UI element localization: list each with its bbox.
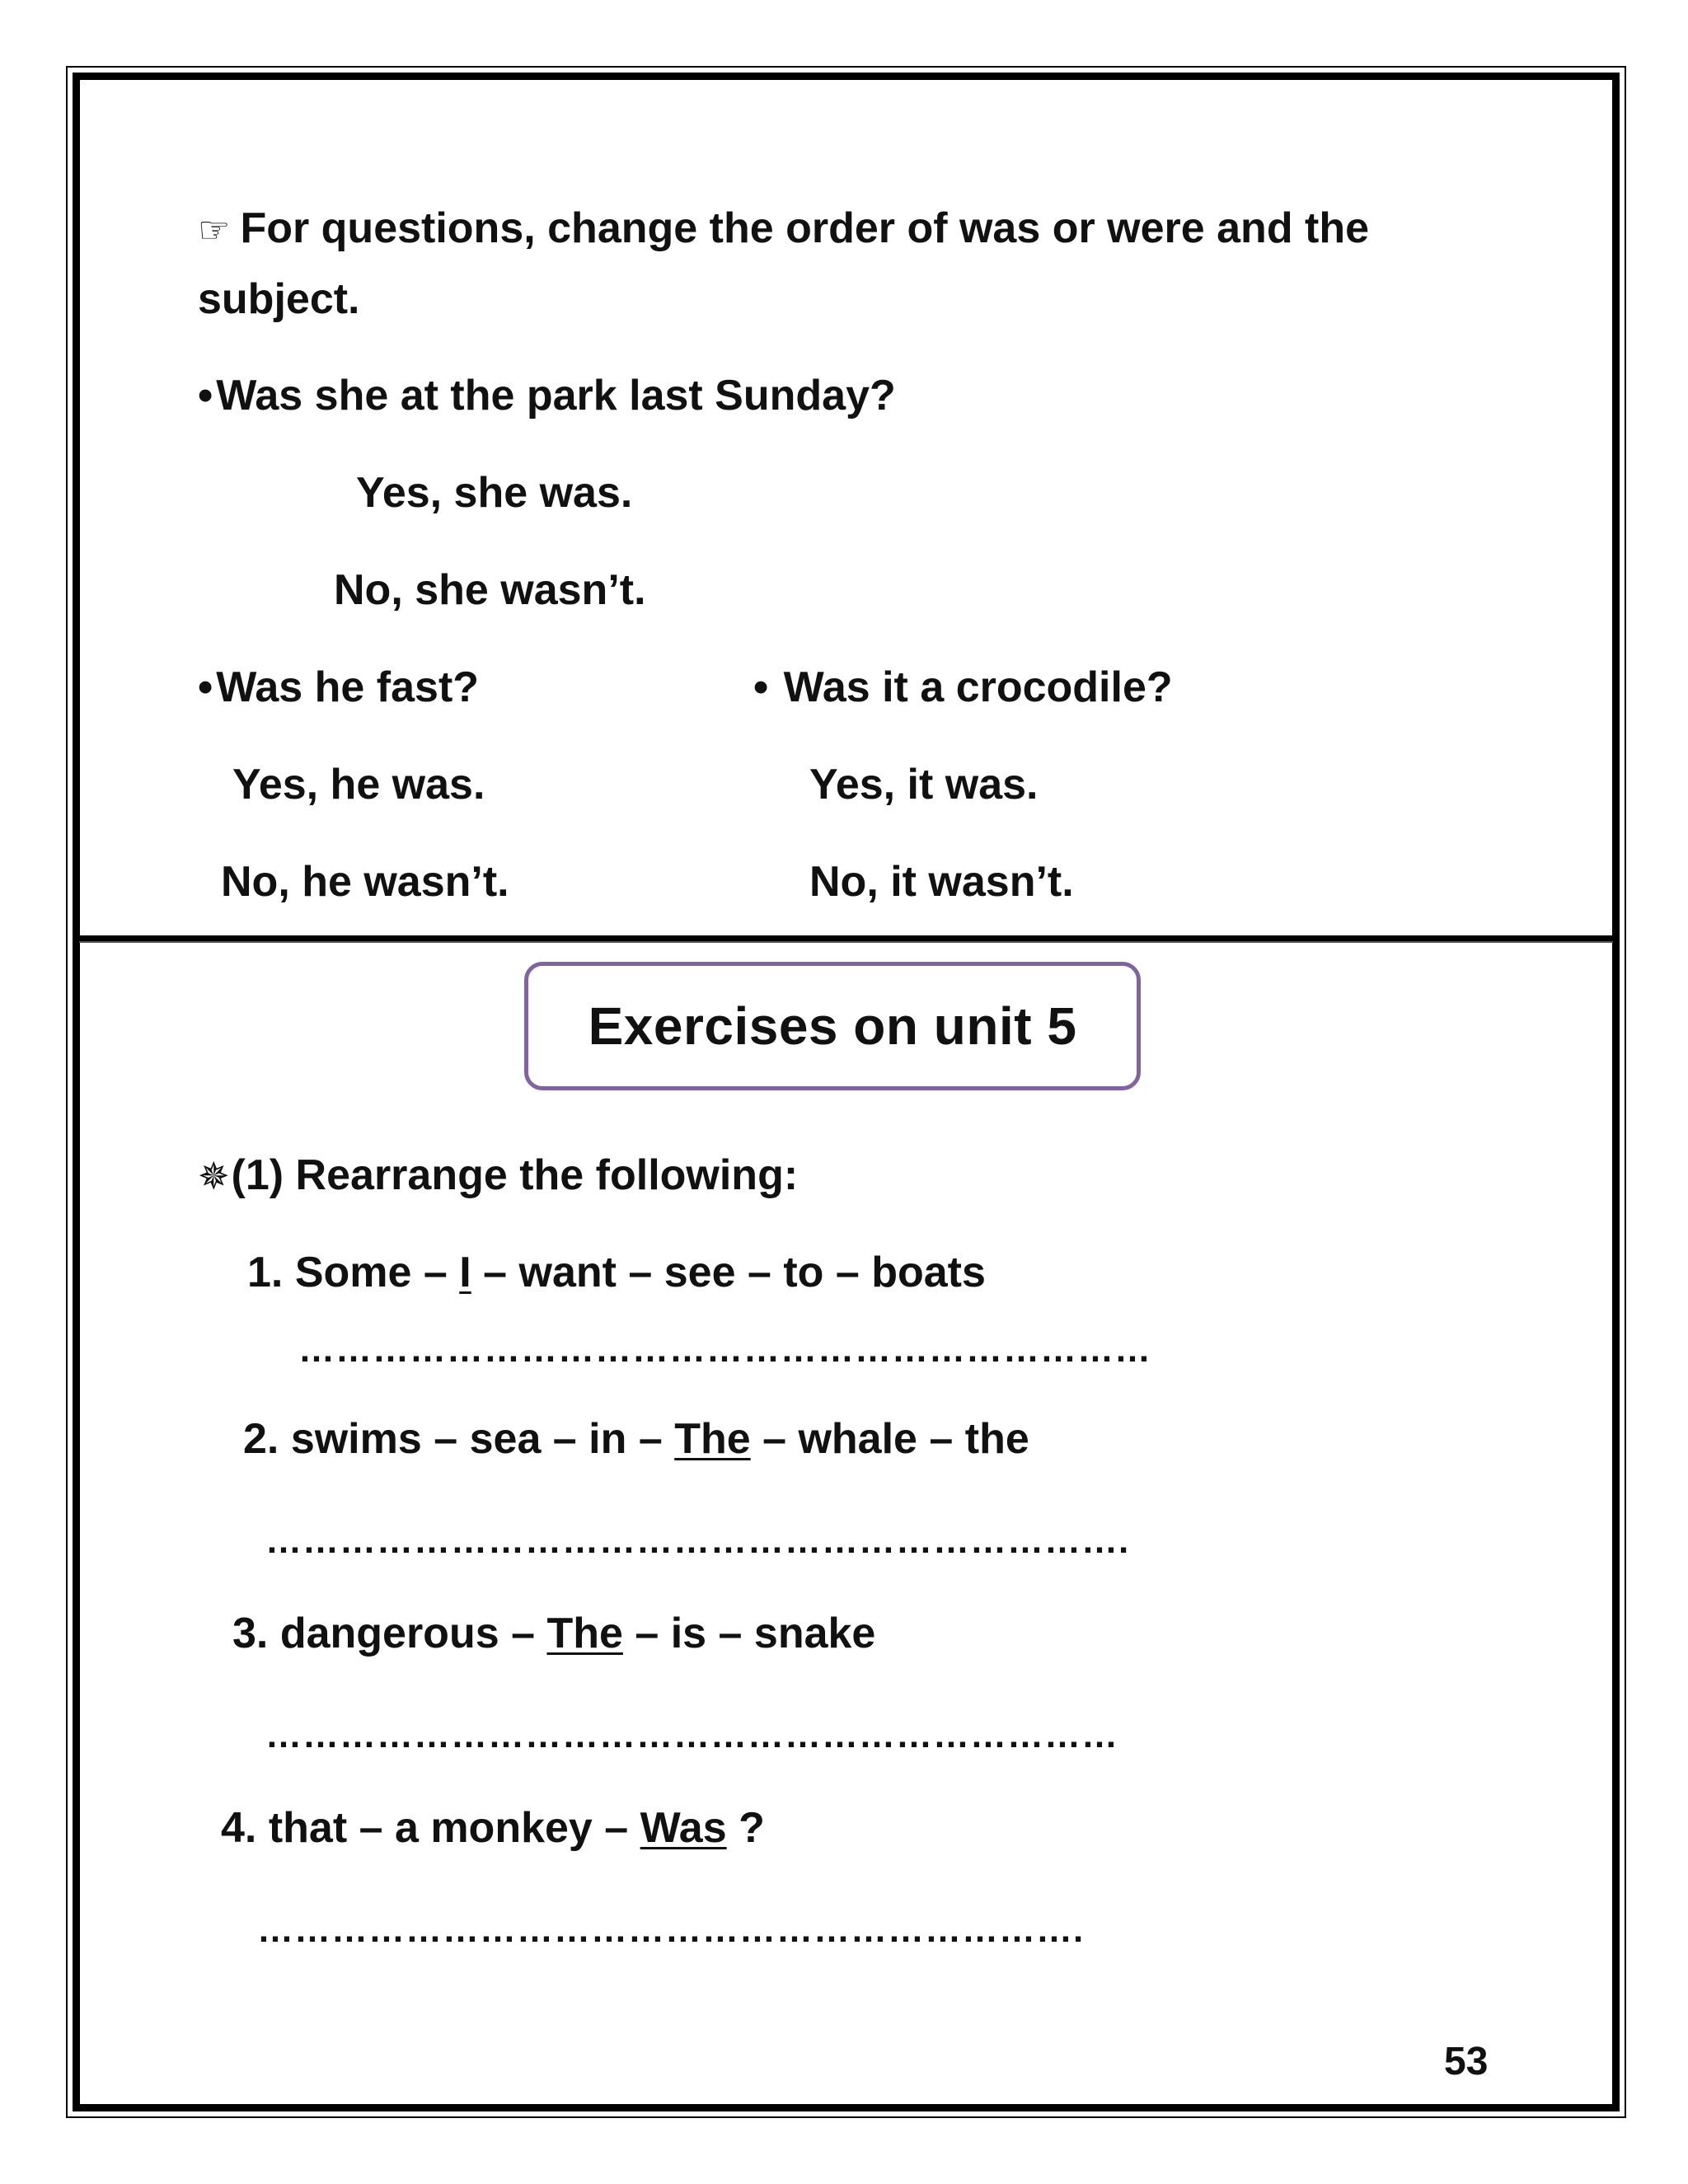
- example-answer-no-1: No, she wasn’t.: [334, 566, 646, 614]
- exercise-item-2: 2. swims – sea – in – The – whale – the: [243, 1415, 1029, 1463]
- section-heading: ✵(1) Rearrange the following:: [198, 1151, 799, 1199]
- example-question-2: •Was he fast?: [198, 663, 480, 711]
- answer-line-3[interactable]: ……………………………………………………………: [265, 1715, 1118, 1755]
- bullet-icon: •: [753, 663, 769, 711]
- exercise-item-3: 3. dangerous – The – is – snake: [232, 1610, 876, 1657]
- bullet-icon: •: [198, 663, 213, 711]
- exercise-item-1: 1. Some – I – want – see – to – boats: [247, 1249, 986, 1296]
- example-question-3: • Was it a crocodile?: [753, 663, 1173, 711]
- example-question-1: •Was she at the park last Sunday?: [198, 372, 896, 419]
- exercise-item-4: 4. that – a monkey – Was ?: [221, 1804, 765, 1852]
- bullet-icon: •: [198, 372, 213, 419]
- pointing-hand-icon: ☞: [198, 210, 231, 251]
- grammar-note-line2: subject.: [198, 275, 360, 323]
- star-burst-icon: ✵: [198, 1155, 230, 1197]
- section-divider: [79, 935, 1613, 943]
- grammar-note-line1: ☞ For questions, change the order of was or were and the: [198, 204, 1370, 252]
- exercises-title-box: [524, 962, 1141, 1090]
- answer-line-2[interactable]: …………………………………………………………….: [265, 1521, 1130, 1561]
- example-answer-yes-1: Yes, she was.: [356, 469, 633, 517]
- example-answer-yes-3: Yes, it was.: [809, 761, 1039, 808]
- page-number: 53: [1444, 2040, 1489, 2083]
- answer-line-1[interactable]: ……………………………………………………………: [298, 1329, 1151, 1370]
- example-answer-no-3: No, it wasn’t.: [809, 858, 1074, 906]
- answer-line-4[interactable]: ………………………………………………………….: [257, 1910, 1085, 1950]
- example-answer-no-2: No, he wasn’t.: [221, 858, 509, 906]
- exercises-title: Exercises on unit 5: [588, 996, 1077, 1056]
- example-answer-yes-2: Yes, he was.: [232, 761, 485, 808]
